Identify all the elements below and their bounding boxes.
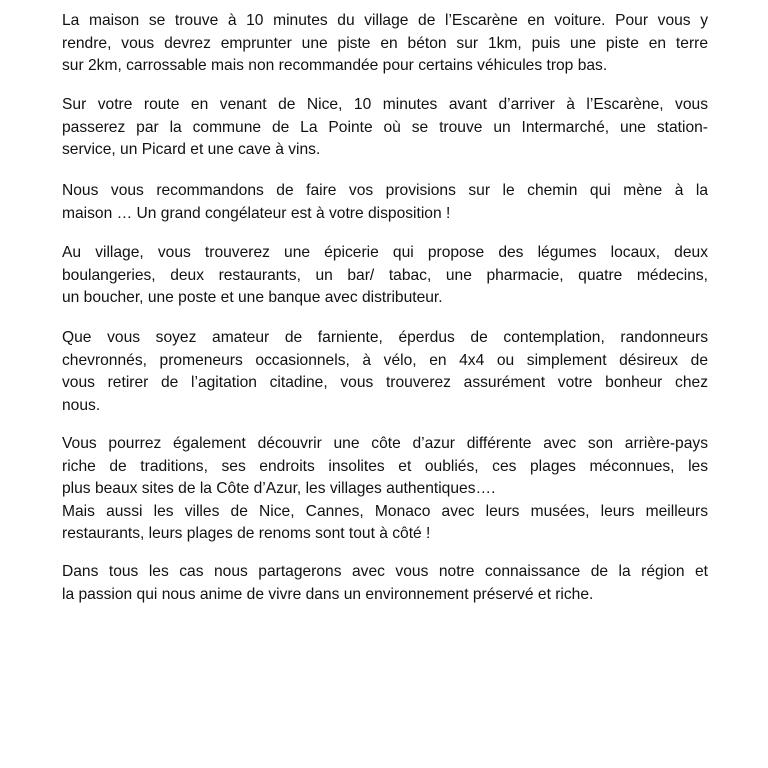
paragraph-line: Nous vous recommandons de faire vos provisions sur le chemin qui mène à la xyxy=(62,182,708,199)
paragraph-line: un boucher, une poste et une banque avec distributeur. xyxy=(62,289,443,306)
paragraph-line: chevronnés, promeneurs occasionnels, à vélo, en 4x4 ou simplement désireux de xyxy=(62,351,708,369)
paragraph-village xyxy=(62,242,708,310)
paragraph-line: Vous pourrez également découvrir une côte d’azur différente avec son arrière-pays xyxy=(62,435,708,452)
paragraph-line: La maison se trouve à 10 minutes du village de l’Escarène en voiture. Pour vous y xyxy=(62,12,708,29)
paragraph-line: maison … Un grand congélateur est à votre disposition ! xyxy=(62,204,451,222)
paragraph-line: Dans tous les cas nous partagerons avec vous notre connaissance de la région et xyxy=(62,563,708,580)
paragraph-line: sur 2km, carrossable mais non recommandée pour certains véhicules trop bas. xyxy=(62,57,608,74)
paragraph-line: boulangeries, deux restaurants, un bar/ tabac, une pharmacie, quatre médecins, xyxy=(62,266,708,284)
paragraph-route xyxy=(62,94,708,162)
paragraph-conclusion xyxy=(62,561,708,606)
paragraph-line: Que vous soyez amateur de farniente, éperdus de contemplation, randonneurs xyxy=(62,329,708,346)
paragraph-line: Au village, vous trouverez une épicerie qui propose des légumes locaux, deux xyxy=(62,244,708,261)
paragraph-provisions xyxy=(62,180,708,225)
paragraph-line: restaurants, leurs plages de renoms sont tout à côté ! xyxy=(62,525,431,542)
paragraph-line: riche de traditions, ses endroits insolites et oubliés, ces plages méconnues, les xyxy=(62,457,708,475)
paragraph-line: Sur votre route en venant de Nice, 10 minutes avant d’arriver à l’Escarène, vous xyxy=(62,96,708,113)
paragraph-line: Mais aussi les villes de Nice, Cannes, Monaco avec leurs musées, leurs meilleurs xyxy=(62,502,708,520)
paragraph-line: rendre, vous devrez emprunter une piste en béton sur 1km, puis une piste en terre xyxy=(62,34,708,52)
paragraph-line: vous retirer de l’agitation citadine, vous trouverez assurément votre bonheur chez xyxy=(62,374,708,391)
paragraph-line: nous. xyxy=(62,396,101,414)
paragraph-line: la passion qui nous anime de vivre dans un environnement préservé et riche. xyxy=(62,585,594,603)
paragraph-location xyxy=(62,10,708,78)
paragraph-activities xyxy=(62,327,708,417)
paragraph-discover xyxy=(62,433,708,546)
paragraph-line: service, un Picard et une cave à vins. xyxy=(62,141,321,158)
paragraph-line: plus beaux sites de la Côte d’Azur, les villages authentiques…. xyxy=(62,480,496,497)
paragraph-line: passerez par la commune de La Pointe où se trouve un Intermarché, une station- xyxy=(62,118,708,136)
